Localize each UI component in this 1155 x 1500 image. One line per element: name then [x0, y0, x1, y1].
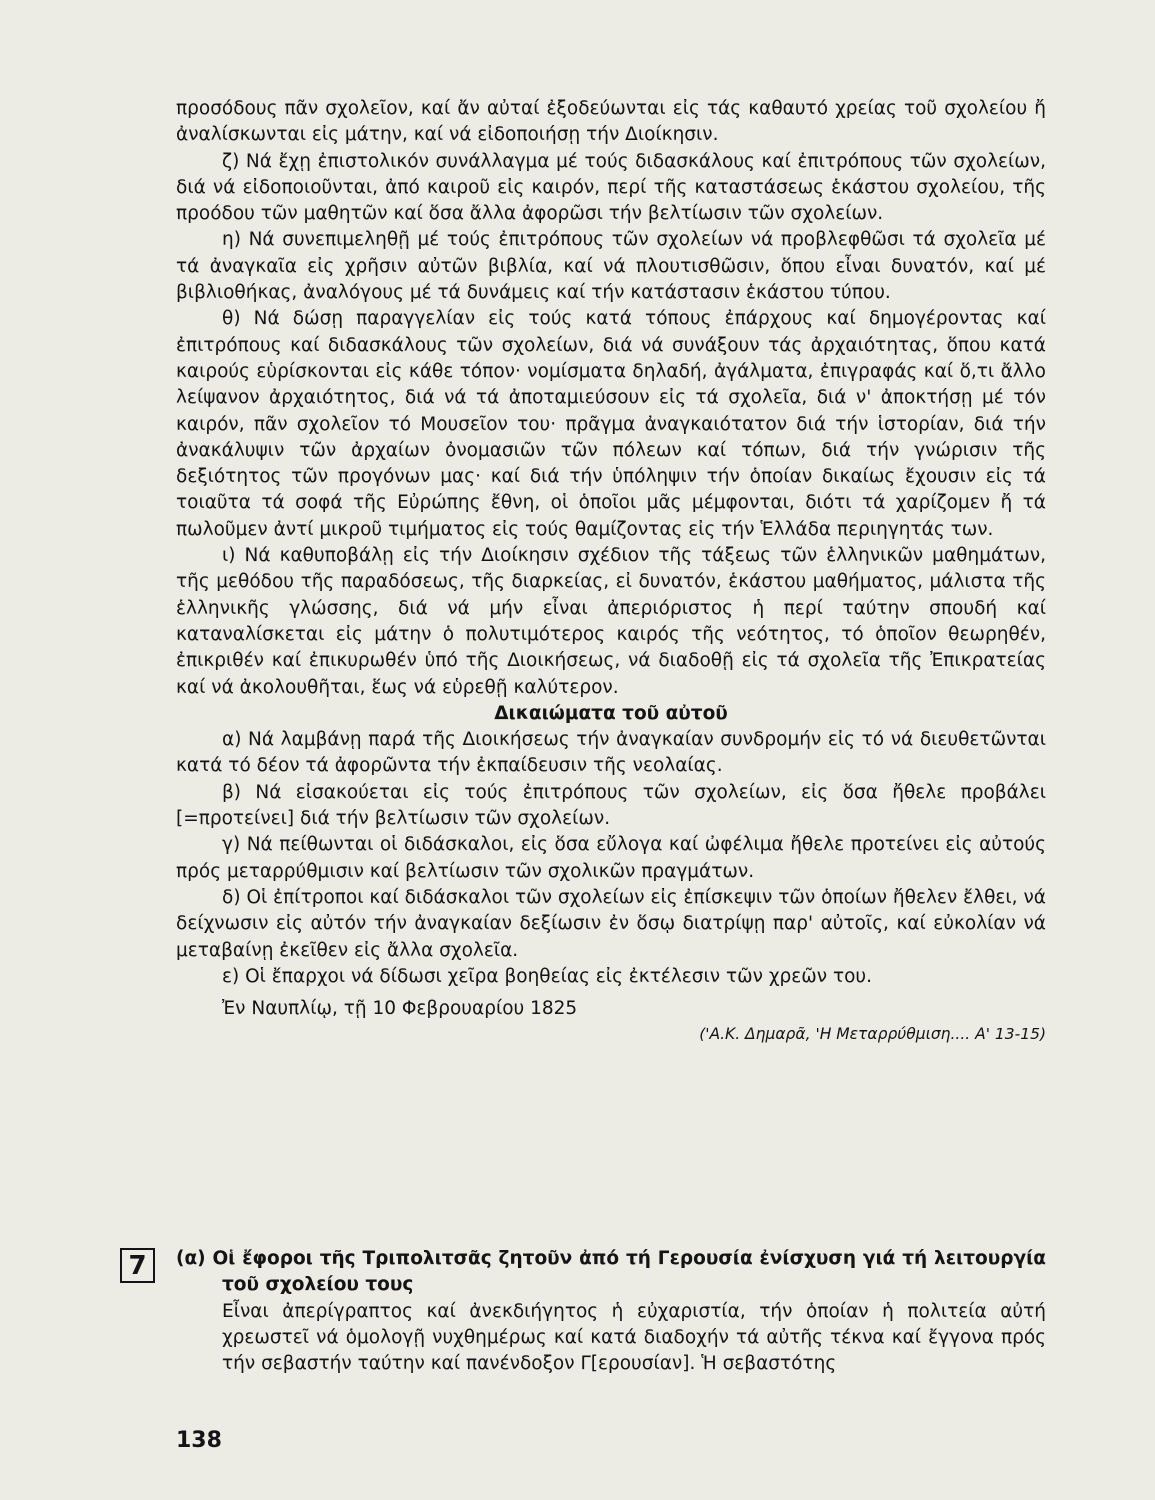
dateline: Ἐν Ναυπλίῳ, τῇ 10 Φεβρουαρίου 1825	[222, 998, 578, 1020]
paragraph-continuation: προσόδους πᾶν σχολεῖον, καί ἄν αὐταί ἐξοδεύωνται εἰς τάς καθαυτό χρείας τοῦ σχολείου ἤ ἀναλίσκωνται εἰς μάτην, καί νά εἰδοποιήσῃ τήν Διοίκησιν.	[176, 98, 1046, 146]
rights-item-gamma: γ) Νά πείθωνται οἱ διδάσκαλοι, εἰς ὅσα εὔλογα καί ὠφέλιμα ἤθελε προτείνει εἰς αὐτούς πρός μεταρρύθμισιν καί βελτίωσιν τῶν σχολικῶν πραγμάτων.	[176, 834, 1046, 882]
source-citation: ('Α.Κ. Δημαρᾶ, 'Η Μεταρρύθμιση.... Α' 13-15)	[699, 1025, 1046, 1044]
paragraph-theta: θ) Νά δώσῃ παραγγελίαν εἰς τούς κατά τόπους ἐπάρχους καί δημογέροντας καί ἐπιτρόπους καί διδασκάλους τῶν σχολείων, διά νά συνάξουν τάς ἀρχαιότητας, ὅπου κατά καιρούς εὑρίσκονται εἰς κάθε τόπον· νομίσματα δηλαδή, ἀγάλματα, ἐπιγραφάς καί ὅ,τι ἄλλο λείψανον ἀρχαιότητος, διά νά τά ἀποταμιεύσουν εἰς τά σχολεῖα, διά ν' ἀποκτήσῃ μέ τόν καιρόν, πᾶν σχολεῖον τό Μουσεῖον του· πρᾶγμα ἀναγκαιότατον διά τήν ἱστορίαν, διά τήν ἀνακάλυψιν τῶν ἀρχαίων ὀνομασιῶν τῶν πόλεων καί τόπων, διά τήν γνώρισιν τῆς δεξιότητος τῶν προγόνων μας· καί διά τήν ὑπόληψιν τήν ὁποίαν δικαίως ἔχουσιν εἰς τά τοιαῦτα τά σοφά τῆς Εὐρώπης ἔθνη, οἱ ὁποῖοι μᾶς μέμφονται, διότι τά χαρίζομεν ἤ τά πωλοῦμεν ἀντί μικροῦ τιμήματος εἰς τούς θαμίζοντας εἰς τήν Ἑλλάδα περιηγητάς των.	[176, 308, 1046, 540]
document-number-box: 7	[120, 1248, 155, 1283]
document-7-heading: (α) Οἱ ἔφοροι τῆς Τριπολιτσᾶς ζητοῦν ἀπό τή Γερουσία ἐνίσχυση γιά τή λειτουργία τοῦ σχολείου τους	[176, 1248, 1046, 1296]
document-7-body: Εἶναι ἀπερίγραπτος καί ἀνεκδιήγητος ἡ εὐχαριστία, τήν ὁποίαν ἡ πολιτεία αὐτή χρεωστεῖ νά ὁμολογῇ νυχθημέρως καί κατά διαδοχήν τά αὐτῆς τέκνα καί ἔγγονα πρός τήν σεβαστήν ταύτην καί πανένδοξον Γ[ερουσίαν]. Ἡ σεβαστότης	[222, 1300, 1046, 1375]
rights-item-beta: β) Νά εἰσακούεται εἰς τούς ἐπιτρόπους τῶν σχολείων, εἰς ὅσα ἤθελε προβάλει [=προτείνει] διά τήν βελτίωσιν τῶν σχολείων.	[176, 781, 1046, 830]
paragraph-iota: ι) Νά καθυποβάλῃ εἰς τήν Διοίκησιν σχέδιον τῆς τάξεως τῶν ἑλληνικῶν μαθημάτων, τῆς μεθόδου τῆς παραδόσεως, τῆς διαρκείας, εἰ δυνατόν, ἑκάστου μαθήματος, μάλιστα τῆς ἑλληνικῆς γλώσσης, διά νά μήν εἶναι ἀπεριόριστος ἡ περί ταύτην σπουδή καί καταναλίσκεται εἰς μάτην ὁ πολυτιμότερος καιρός τῆς νεότητος, τό ὁποῖον θεωρηθέν, ἐπικριθέν καί ἐπικυρωθέν ὑπό τῆς Διοικήσεως, νά διαδοθῇ εἰς τά σχολεῖα τῆς Ἐπικρατείας καί νά ἀκολουθῆται, ἕως νά εὑρεθῇ καλύτερον.	[176, 545, 1046, 698]
page-number: 138	[176, 1428, 222, 1453]
rights-item-delta: δ) Οἱ ἐπίτροποι καί διδάσκαλοι τῶν σχολείων εἰς ἐπίσκεψιν τῶν ὁποίων ἤθελεν ἔλθει, νά δείχνωσιν εἰς αὐτόν τήν ἀναγκαίαν δεξίωσιν ἐν ὅσῳ διατρίψῃ παρ' αὐτοῖς, καί εὐκολίαν νά μεταβαίνῃ ἐκεῖθεν εἰς ἄλλα σχολεῖα.	[176, 886, 1046, 961]
rights-item-alpha: α) Νά λαμβάνῃ παρά τῆς Διοικήσεως τήν ἀναγκαίαν συνδρομήν εἰς τό νά διευθετῶνται κατά τό δέον τά ἀφορῶντα τήν ἐκπαίδευσιν τῆς νεολαίας.	[176, 729, 1046, 777]
document-7	[176, 1246, 1046, 1377]
paragraph-zeta: ζ) Νά ἔχῃ ἐπιστολικόν συνάλλαγμα μέ τούς διδασκάλους καί ἐπιτρόπους τῶν σχολείων, διά νά εἰδοποιοῦνται, ἀπό καιροῦ εἰς καιρόν, περί τῆς καταστάσεως ἑκάστου σχολείου, τῆς προόδου τῶν μαθητῶν καί ὅσα ἄλλα ἀφορῶσι τήν βελτίωσιν τῶν σχολείων.	[176, 150, 1046, 225]
rights-item-epsilon: ε) Οἱ ἔπαρχοι νά δίδωσι χεῖρα βοηθείας εἰς ἐκτέλεσιν τῶν χρεῶν του.	[222, 965, 873, 987]
main-text	[176, 96, 1046, 1046]
paragraph-eta: η) Νά συνεπιμεληθῇ μέ τούς ἐπιτρόπους τῶν σχολείων νά προβλεφθῶσι τά σχολεῖα μέ τά ἀναγκαῖα εἰς χρῆσιν αὐτῶν βιβλία, καί νά πλουτισθῶσιν, ὅπου εἶναι δυνατόν, καί μέ βιβλιοθήκας, ἀναλόγους μέ τά δυνάμεις καί τήν κατάστασιν ἑκάστου τύπου.	[176, 229, 1046, 304]
rights-heading: Δικαιώματα τοῦ αὐτοῦ	[494, 702, 728, 724]
